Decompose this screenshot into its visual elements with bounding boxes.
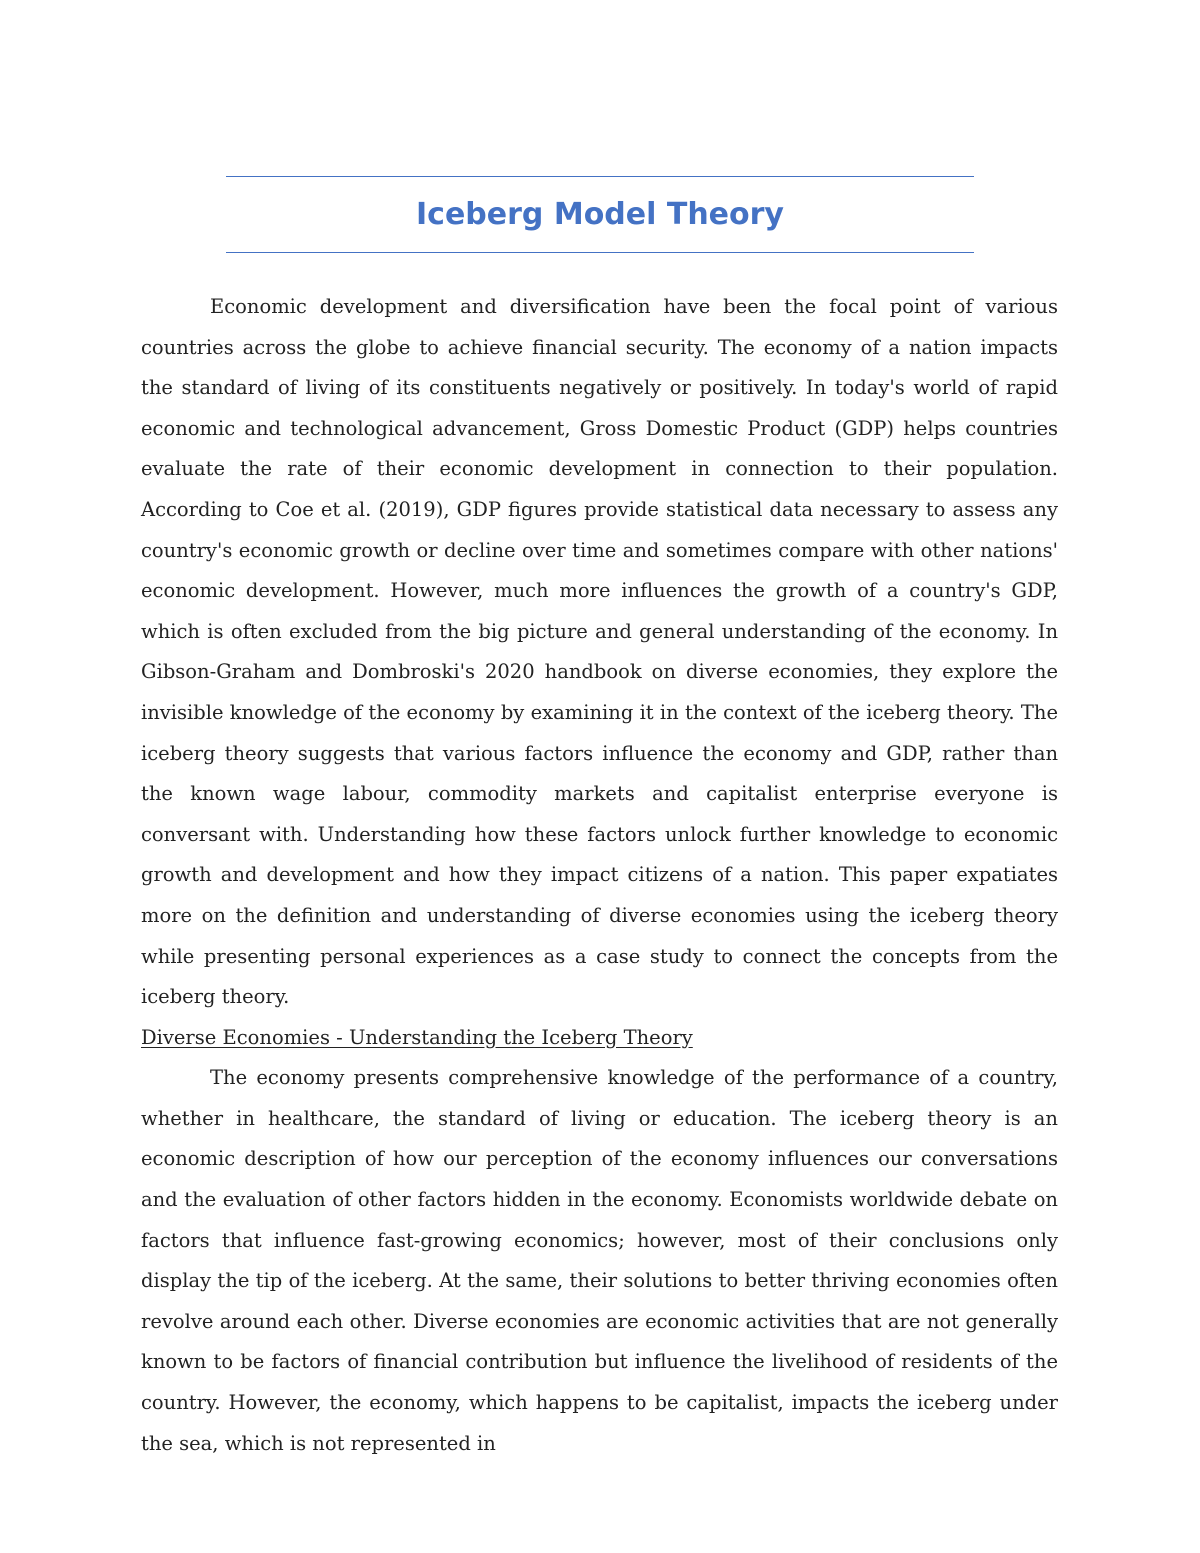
document-body	[141, 287, 1058, 1464]
document-title: Iceberg Model Theory	[416, 197, 784, 232]
title-bottom-rule	[226, 252, 974, 253]
title-block	[226, 176, 974, 254]
paragraph-diverse-economies: The economy presents comprehensive knowledge of the performance of a country, whether in healthcare, the standard of living or education. The iceberg theory is an economic description of how our perception of the economy influences our conversations and the evaluation of other factors hidden in the economy. Economists worldwide debate on factors that influence fast-growing economics; however, most of their conclusions only display the tip of the iceberg. At the same, their solutions to better thriving economies often revolve around each other. Diverse economies are economic activities that are not generally known to be factors of financial contribution but influence the livelihood of residents of the country. However, the economy, which happens to be capitalist, impacts the iceberg under the sea, which is not represented in	[141, 1066, 1058, 1455]
title-top-rule	[226, 176, 974, 177]
section-heading: Diverse Economies - Understanding the Iceberg Theory	[141, 1025, 693, 1049]
paragraph-introduction: Economic development and diversification have been the focal point of various countries across the globe to achieve financial security. The economy of a nation impacts the standard of living of its constituents negatively or positively. In today's world of rapid economic and technological advancement, Gross Domestic Product (GDP) helps countries evaluate the rate of their economic development in connection to their population. According to Coe et al. (2019), GDP figures provide statistical data necessary to assess any country's economic growth or decline over time and sometimes compare with other nations' economic development. However, much more influences the growth of a country's GDP, which is often excluded from the big picture and general understanding of the economy. In Gibson-Graham and Dombroski's 2020 handbook on diverse economies, they explore the invisible knowledge of the economy by examining it in the context of the iceberg theory. The iceberg theory suggests that various factors influence the economy and GDP, rather than the known wage labour, commodity markets and capitalist enterprise everyone is conversant with. Understanding how these factors unlock further knowledge to economic growth and development and how they impact citizens of a nation. This paper expatiates more on the definition and understanding of diverse economies using the iceberg theory while presenting personal experiences as a case study to connect the concepts from the iceberg theory.	[141, 295, 1058, 1009]
